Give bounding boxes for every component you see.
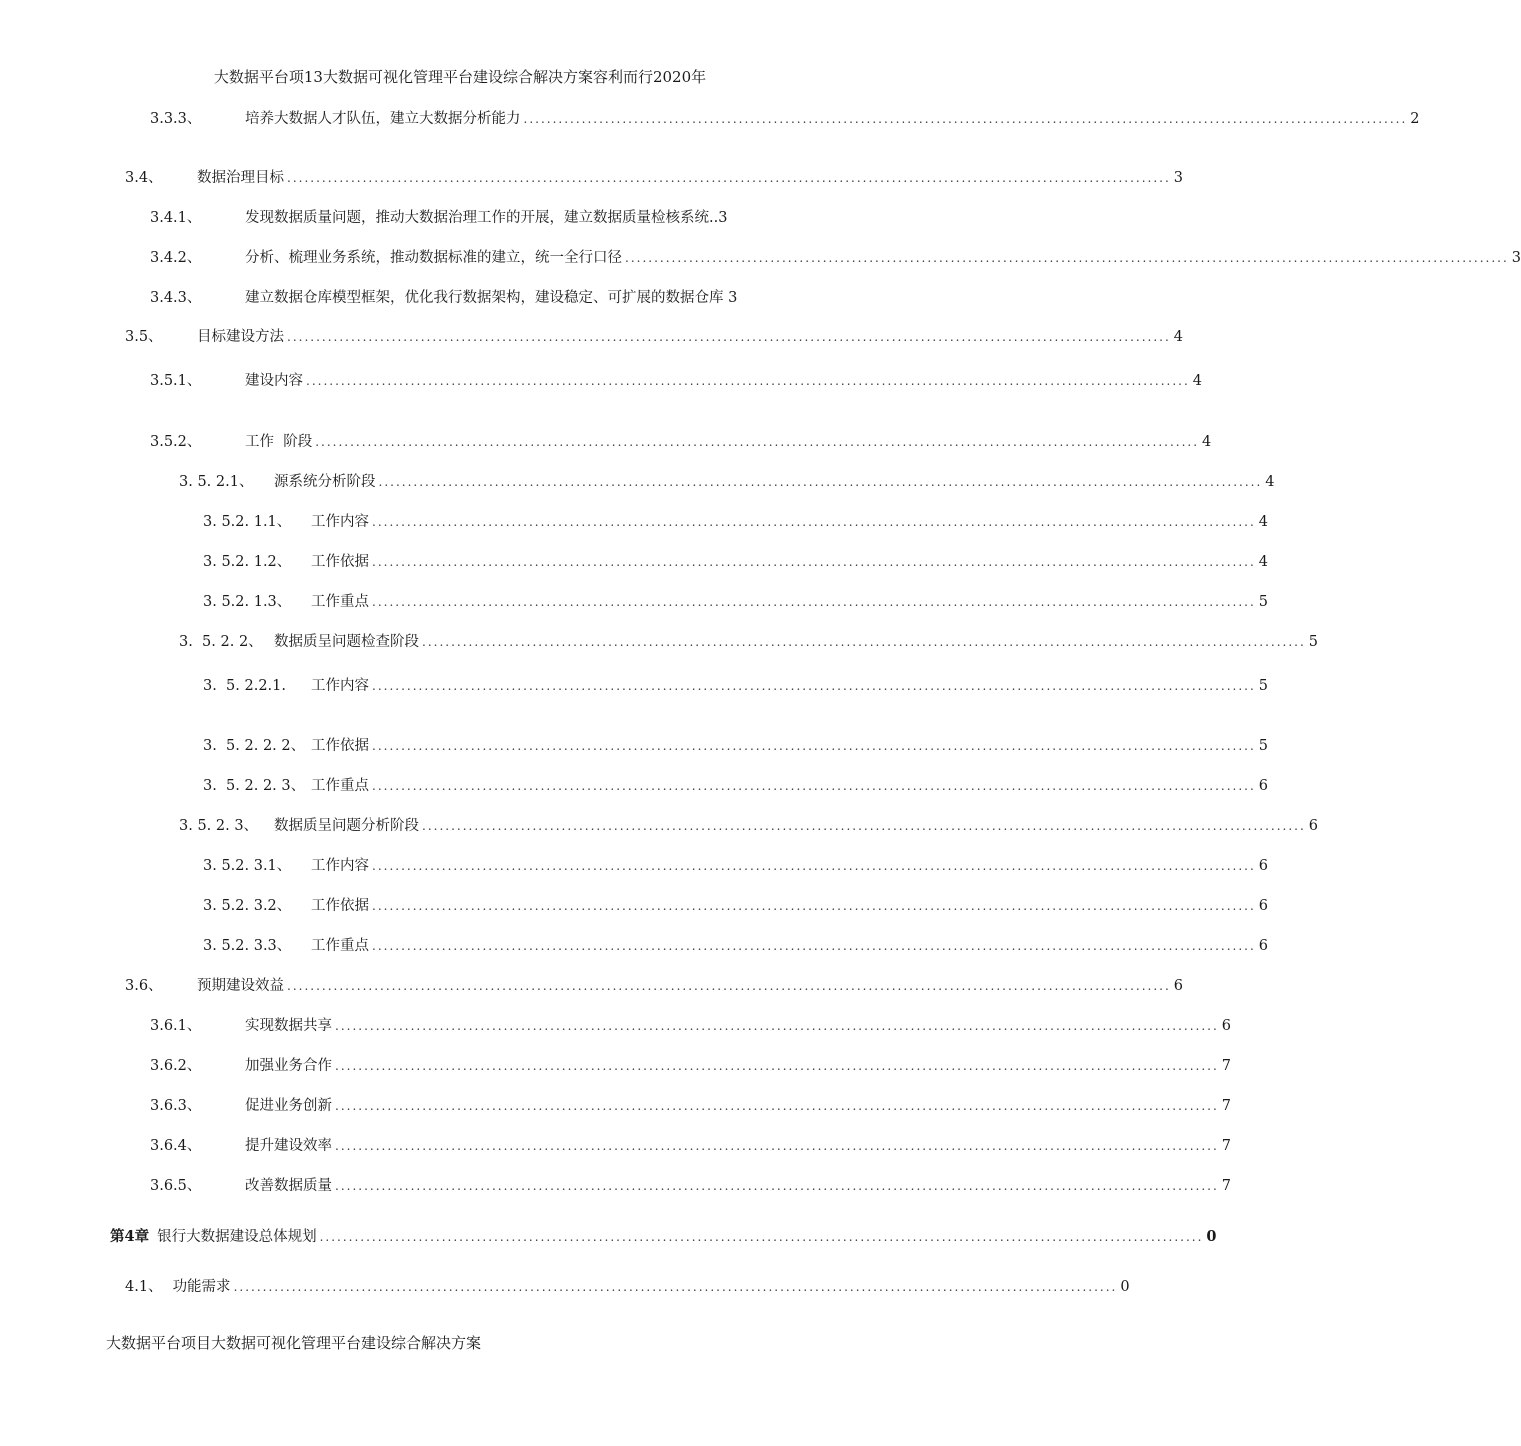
toc-entry[interactable] [203,895,1269,917]
toc-page: 6 [1173,978,1184,994]
toc-number: 3. 5.2. 1.1、 [203,514,292,530]
toc-page: 7 [1221,1098,1232,1114]
toc-title: 改善数据质量 [245,1178,332,1194]
toc-entry[interactable] [125,1276,1130,1298]
toc-entry[interactable] [179,815,1319,837]
toc-page: 7 [1221,1138,1232,1154]
toc-page: 5 [1258,678,1269,694]
toc-entry[interactable] [179,631,1319,653]
toc-number: 3.4.1、 [150,210,202,226]
toc-title: 数据治理目标 [197,170,284,186]
toc-leader: ........................................................................................................................................................ [335,1019,1219,1033]
toc-title: 工作依据 [311,554,369,570]
toc-title: 银行大数据建设总体规划 [157,1229,317,1245]
toc-number: 第4章 [110,1228,150,1245]
toc-leader: ........................................................................................................................................................ [335,1059,1219,1073]
toc-entry[interactable] [150,1055,1232,1077]
toc-leader: ........................................................................................................................................................ [372,515,1256,529]
toc-entry[interactable] [125,975,1184,997]
toc-leader: ........................................................................................................................................................ [306,374,1190,388]
toc-page: 5 [1308,634,1319,650]
toc-number: 3.5.1、 [150,373,202,389]
toc-title: 数据质呈问题检查阶段 [274,634,419,650]
toc-entry[interactable] [203,855,1269,877]
toc-leader: ........................................................................................................................................................ [422,819,1306,833]
toc-leader: ........................................................................................................................................................ [372,739,1256,753]
page-header: 大数据平台项13大数据可视化管理平台建设综合解决方案容利而行2020年 [213,68,707,86]
toc-number: 3. 5. 2. 3、 [179,818,259,834]
toc-page: 5 [1258,594,1269,610]
toc-entry[interactable] [203,591,1269,613]
toc-title: 工作重点 [311,594,369,610]
toc-title: 工作内容 [311,858,369,874]
toc-entry[interactable] [150,207,812,229]
toc-number: 3.6.2、 [150,1058,202,1074]
toc-number: 3. 5. 2. 2、 [179,634,263,650]
toc-title: 发现数据质量问题，推动大数据治理工作的开展，建立数据质量检核系统..3 [245,210,728,226]
toc-title: 建立数据仓库模型框架，优化我行数据架构，建设稳定、可扩展的数据仓库 3 [245,290,738,306]
toc-title: 工作 阶段 [245,434,313,450]
toc-entry[interactable] [150,431,1212,453]
toc-leader: ........................................................................................................................................................ [372,779,1256,793]
toc-number: 3. 5.2. 3.1、 [203,858,292,874]
toc-leader: ........................................................................................................................................................ [372,859,1256,873]
toc-leader: ........................................................................................................................................................ [372,595,1256,609]
toc-entry[interactable] [125,326,1184,348]
toc-page: 5 [1258,738,1269,754]
toc-number: 3. 5. 2. 2. 3、 [203,778,306,794]
toc-page: 4 [1258,554,1269,570]
toc-leader: ........................................................................................................................................................ [287,171,1171,185]
toc-entry[interactable] [203,735,1269,757]
toc-number: 3.4、 [125,170,163,186]
toc-page: 3 [1511,250,1521,266]
toc-number: 3. 5. 2. 2. 2、 [203,738,306,754]
toc-leader: ........................................................................................................................................................ [287,979,1171,993]
toc-number: 3.5.2、 [150,434,202,450]
toc-entry[interactable] [125,167,1184,189]
toc-entry[interactable] [110,1226,1217,1248]
toc-page: 7 [1221,1178,1232,1194]
toc-title: 工作内容 [311,514,369,530]
toc-title: 工作依据 [311,738,369,754]
toc-number: 3. 5.2. 1.3、 [203,594,292,610]
toc-entry[interactable] [203,775,1269,797]
toc-entry[interactable] [150,370,1203,392]
toc-entry[interactable] [203,551,1269,573]
toc-leader: ........................................................................................................................................................ [372,939,1256,953]
toc-title: 数据质呈问题分析阶段 [274,818,419,834]
toc-leader: ........................................................................................................................................................ [335,1099,1219,1113]
toc-entry[interactable] [150,287,812,309]
toc-entry[interactable] [150,1175,1232,1197]
toc-page: 6 [1258,858,1269,874]
toc-page: 4 [1202,434,1212,450]
toc-page: 3 [1173,170,1184,186]
toc-entry[interactable] [150,108,1420,130]
toc-number: 3.6.4、 [150,1138,202,1154]
toc-page: 0 [1206,1228,1217,1245]
toc-page: 2 [1410,111,1420,127]
toc-number: 3.6.5、 [150,1178,202,1194]
toc-leader: ........................................................................................................................................................ [625,251,1509,265]
toc-leader: ........................................................................................................................................................ [233,1280,1118,1294]
toc-title: 实现数据共享 [245,1018,332,1034]
toc-entry[interactable] [203,935,1269,957]
toc-title: 功能需求 [172,1279,231,1295]
page-footer: 大数据平台项目大数据可视化管理平台建设综合解决方案 [106,1334,482,1352]
toc-title: 加强业务合作 [245,1058,332,1074]
toc-title: 工作重点 [311,938,369,954]
toc-page: 6 [1258,938,1269,954]
toc-leader: ........................................................................................................................................................ [287,330,1171,344]
toc-title: 目标建设方法 [197,329,284,345]
toc-leader: ........................................................................................................................................................ [372,899,1256,913]
toc-entry[interactable] [179,471,1275,493]
toc-entry[interactable] [150,1135,1232,1157]
toc-leader: ........................................................................................................................................................ [335,1179,1219,1193]
toc-page: 4 [1192,373,1203,389]
toc-entry[interactable] [203,675,1269,697]
toc-number: 3. 5.2. 3.3、 [203,938,292,954]
toc-page: 4 [1173,329,1184,345]
toc-number: 3.6.1、 [150,1018,202,1034]
toc-title: 工作重点 [311,778,369,794]
toc-title: 工作内容 [311,678,369,694]
toc-title: 培养大数据人才队伍，建立大数据分析能力 [245,111,521,127]
toc-leader: ........................................................................................................................................................ [422,635,1306,649]
toc-leader: ........................................................................................................................................................ [372,555,1256,569]
toc-number: 3.4.2、 [150,250,202,266]
toc-leader: ........................................................................................................................................................ [319,1230,1204,1244]
toc-entry[interactable] [150,1095,1232,1117]
toc-page: 7 [1221,1058,1232,1074]
toc-entry[interactable] [150,247,1521,269]
toc-leader: ........................................................................................................................................................ [335,1139,1219,1153]
toc-entry[interactable] [150,1015,1232,1037]
toc-page: 6 [1221,1018,1232,1034]
toc-title: 预期建设效益 [197,978,284,994]
toc-title: 源系统分析阶段 [274,474,376,490]
toc-page: 4 [1258,514,1269,530]
toc-number: 4.1、 [125,1279,163,1295]
toc-number: 3.5、 [125,329,163,345]
toc-leader: ........................................................................................................................................................ [372,679,1256,693]
toc-page: 6 [1258,778,1269,794]
toc-leader: ........................................................................................................................................................ [523,112,1408,126]
toc-title: 分析、梳理业务系统，推动数据标准的建立，统一全行口径 [245,250,622,266]
toc-number: 3. 5.2. 1.2、 [203,554,292,570]
toc-number: 3.6、 [125,978,163,994]
toc-leader: ........................................................................................................................................................ [315,435,1200,449]
toc-number: 3.3.3、 [150,111,202,127]
toc-page: 0 [1120,1279,1130,1295]
toc-leader: ........................................................................................................................................................ [378,475,1263,489]
toc-page: 6 [1258,898,1269,914]
toc-title: 工作依据 [311,898,369,914]
toc-number: 3. 5. 2.1、 [179,474,254,490]
toc-title: 建设内容 [245,373,303,389]
toc-number: 3. 5.2. 3.2、 [203,898,292,914]
toc-number: 3. 5. 2.2.1. [203,678,286,694]
toc-page: 4 [1265,474,1275,490]
toc-title: 提升建设效率 [245,1138,332,1154]
toc-title: 促进业务创新 [245,1098,332,1114]
toc-number: 3.4.3、 [150,290,202,306]
toc-entry[interactable] [203,511,1269,533]
toc-number: 3.6.3、 [150,1098,202,1114]
toc-page: 6 [1308,818,1319,834]
